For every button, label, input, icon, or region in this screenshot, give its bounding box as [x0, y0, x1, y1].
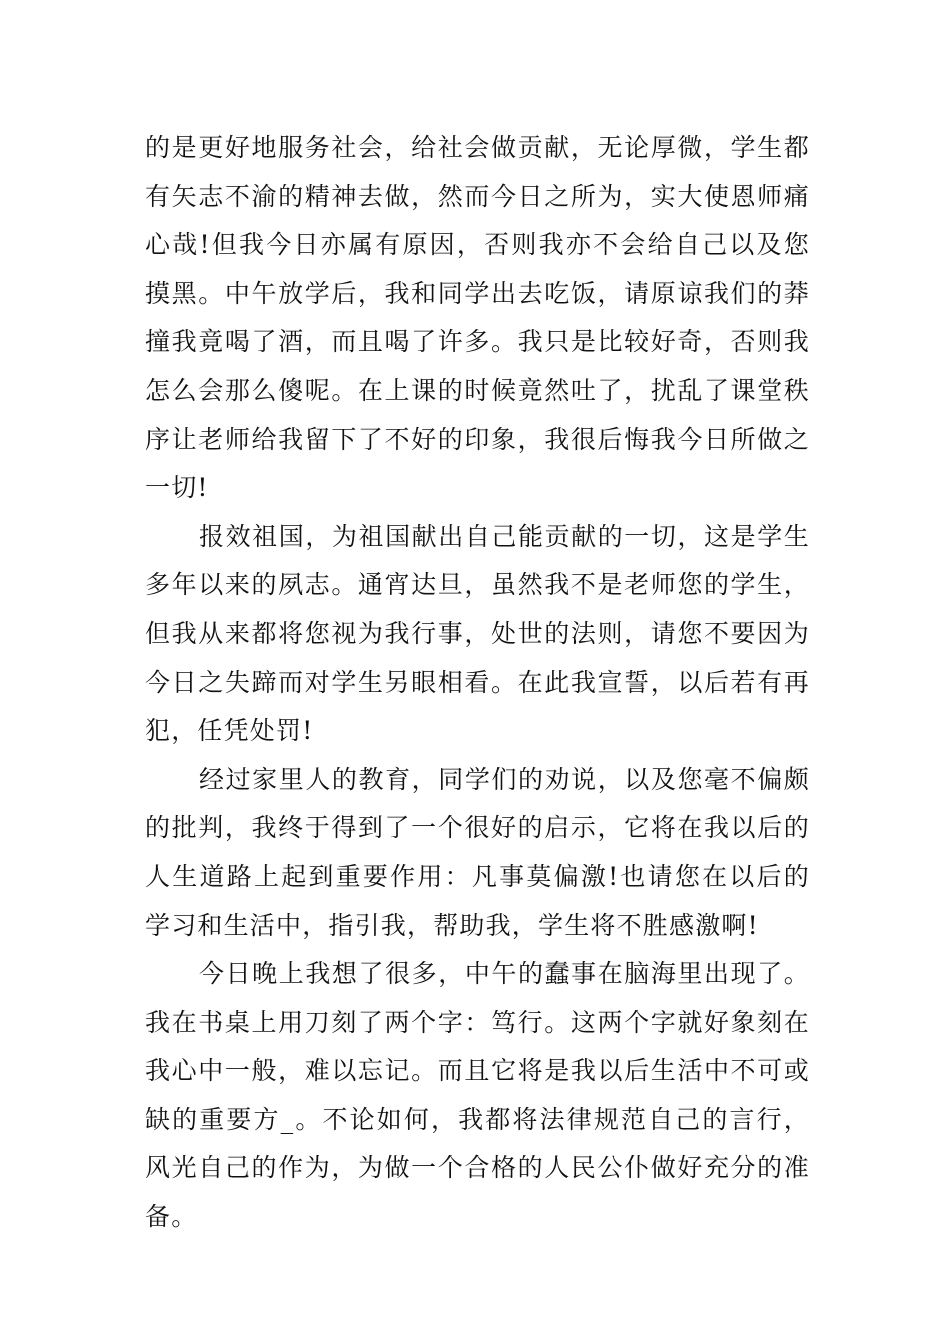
- paragraph-4: 今日晚上我想了很多，中午的蠢事在脑海里出现了。我在书桌上用刀刻了两个字：笃行。这两个字就好象刻在我心中一般，难以忘记。而且它将是我以后生活中不可或缺的重要方_。不论如何，我都将法律规范自己的言行，风光自己的作为，为做一个合格的人民公仆做好充分的准备。: [145, 959, 810, 1232]
- paragraph-1: 的是更好地服务社会，给社会做贡献，无论厚微，学生都有矢志不渝的精神去做，然而今日之所为，实大使恩师痛心哉!但我今日亦属有原因，否则我亦不会给自己以及您摸黑。中午放学后，我和同学出去吃饭，请原谅我们的莽撞我竟喝了酒，而且喝了许多。我只是比较好奇，否则我怎么会那么傻呢。在上课的时候竟然吐了，扰乱了课堂秩序让老师给我留下了不好的印象，我很后悔我今日所做之一切!: [145, 133, 810, 503]
- document-body: [145, 124, 810, 1242]
- paragraph-3: 经过家里人的教育，同学们的劝说，以及您毫不偏颇的批判，我终于得到了一个很好的启示，它将在我以后的人生道路上起到重要作用：凡事莫偏激!也请您在以后的学习和生活中，指引我，帮助我，学生将不胜感激啊!: [145, 764, 810, 940]
- paragraph-2: 报效祖国，为祖国献出自己能贡献的一切，这是学生多年以来的夙志。通宵达旦，虽然我不是老师您的学生，但我从来都将您视为我行事，处世的法则，请您不要因为今日之失蹄而对学生另眼相看。在此我宣誓，以后若有再犯，任凭处罚!: [145, 521, 810, 746]
